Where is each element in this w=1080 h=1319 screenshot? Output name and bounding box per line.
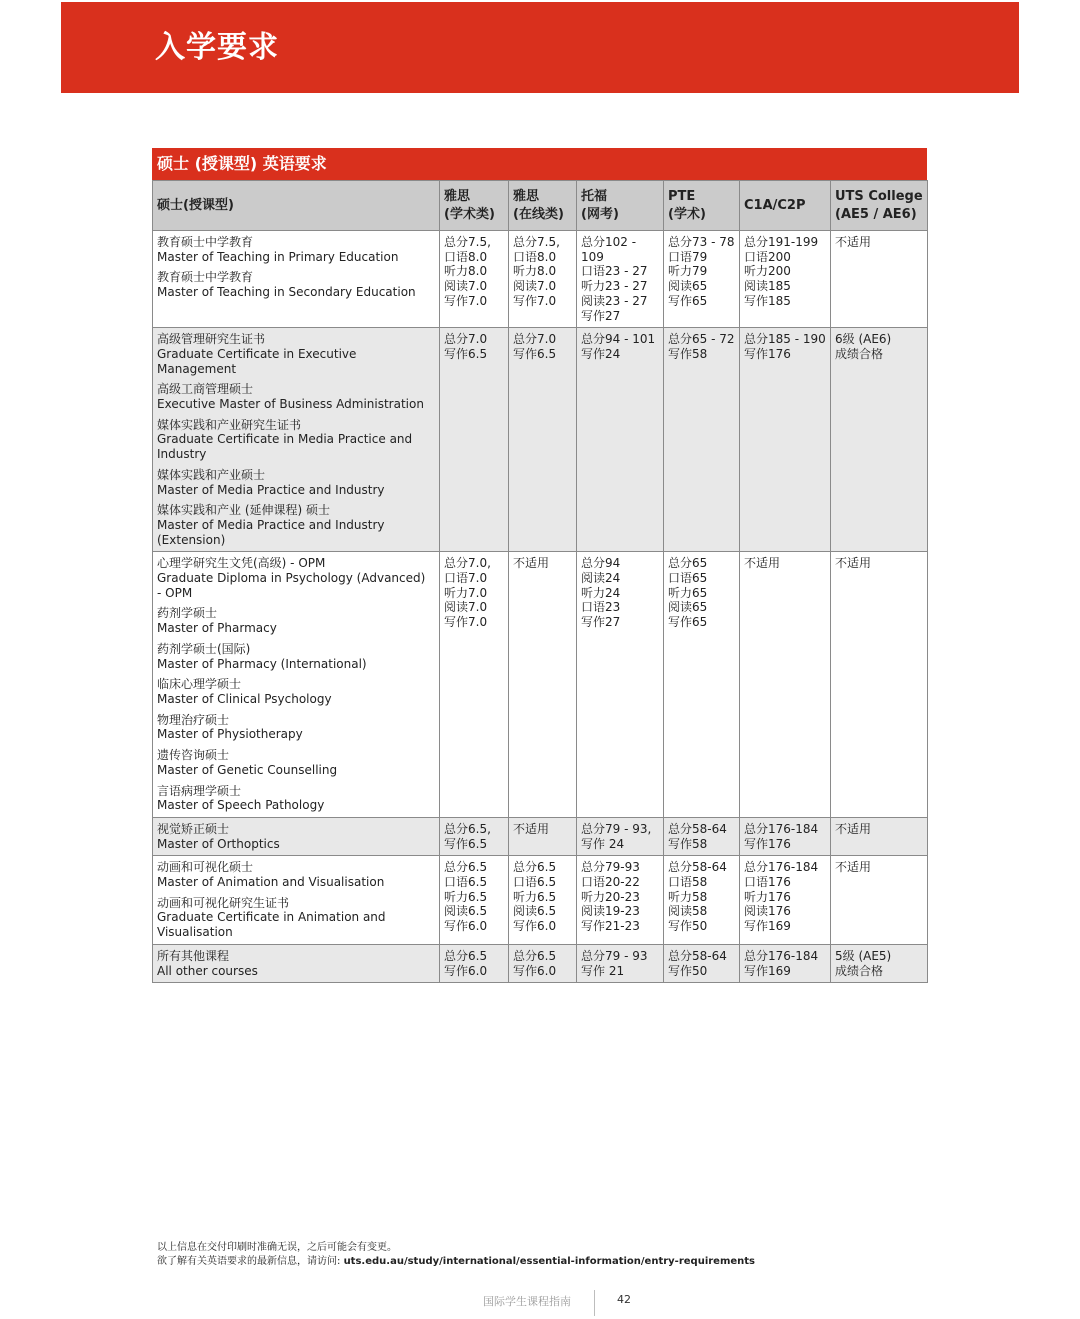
table-row: [153, 552, 928, 818]
table-header-row: [153, 181, 928, 231]
c1a-c2p-cell-line: 听力200: [744, 264, 791, 279]
uts-college-cell: [831, 856, 928, 945]
uts-college-cell-line: 不适用: [835, 860, 872, 875]
uts-college-cell-line: 5级 (AE5): [835, 948, 892, 963]
course-cell: [153, 552, 440, 818]
pte-cell-line: 写作50: [668, 919, 708, 934]
course-name-cn: 媒体实践和产业硕士: [157, 467, 266, 482]
toefl-cell-line: 写作 24: [581, 836, 625, 851]
ielts-academic-cell-line: 听力6.5: [444, 889, 488, 904]
course-item: [157, 784, 436, 813]
c1a-c2p-cell-line: 写作176: [744, 836, 791, 851]
col-header-ielts-online: [509, 181, 577, 231]
uts-college-cell: [831, 817, 928, 855]
c1a-c2p-cell-line: 阅读176: [744, 904, 791, 919]
toefl-cell-line: 总分79 - 93: [581, 948, 648, 963]
c1a-c2p-cell-line: 总分185 - 190: [744, 332, 826, 347]
c1a-c2p-cell-line: 不适用: [744, 556, 781, 571]
toefl-cell-line: 写作27: [581, 615, 621, 630]
pte-cell-line: 总分73 - 78: [668, 235, 735, 249]
col-header-ielts-academic-line: (学术类): [444, 206, 495, 222]
c1a-c2p-cell-line: 总分176-184: [744, 948, 819, 963]
pte-cell: [664, 328, 740, 552]
ielts-academic-cell-line: 阅读7.0: [444, 600, 488, 615]
pte-cell: [664, 552, 740, 818]
ielts-academic-cell-line: 总分7.0: [444, 332, 488, 347]
pte-cell: [664, 817, 740, 855]
course-name-en: [157, 250, 436, 265]
toefl-cell: [577, 328, 664, 552]
course-name-en-line: Master of Media Practice and Industry: [157, 482, 385, 497]
ielts-academic-cell-line: 写作7.0: [444, 293, 488, 308]
course-item: [157, 642, 436, 671]
table-row: [153, 231, 928, 328]
pte-cell-line: 口语65: [668, 571, 708, 586]
course-name-en: [157, 518, 436, 547]
c1a-c2p-cell-line: 阅读185: [744, 279, 791, 294]
ielts-academic-cell-line: 写作6.5: [444, 836, 488, 851]
col-header-course-line: 硕士(授课型): [157, 197, 234, 213]
course-name-en-line: Master of Pharmacy (International): [157, 656, 367, 671]
ielts-academic-cell-line: 写作7.0: [444, 615, 488, 630]
ielts-online-cell-line: 阅读7.0: [513, 279, 557, 294]
pte-cell: [664, 944, 740, 982]
c1a-c2p-cell: [740, 552, 831, 818]
course-item: [157, 949, 436, 978]
ielts-academic-cell-line: 口语7.0: [444, 571, 488, 586]
c1a-c2p-cell-line: 总分176-184: [744, 860, 819, 875]
toefl-cell-line: 总分79 - 93,: [581, 821, 652, 836]
course-item: [157, 468, 436, 497]
toefl-cell-line: 写作 21: [581, 963, 625, 978]
toefl-cell-line: 口语20-22: [581, 875, 640, 890]
course-name-en: [157, 910, 436, 939]
pte-cell: [664, 231, 740, 328]
c1a-c2p-cell: [740, 817, 831, 855]
course-name-cn: 所有其他课程: [157, 948, 230, 963]
ielts-academic-cell-line: 写作6.0: [444, 963, 488, 978]
course-name-en: [157, 657, 436, 672]
ielts-online-cell-line: 写作7.0: [513, 293, 557, 308]
pte-cell: [664, 856, 740, 945]
ielts-online-cell-line: 口语8.0: [513, 249, 557, 264]
course-name-en-line: - OPM: [157, 585, 193, 600]
ielts-online-cell-line: 阅读6.5: [513, 904, 557, 919]
toefl-cell-line: 写作27: [581, 308, 621, 323]
table-row: [153, 328, 928, 552]
c1a-c2p-cell-line: 写作185: [744, 293, 791, 308]
uts-college-cell-line: 不适用: [835, 821, 872, 836]
course-name-en-line: Visualisation: [157, 925, 233, 940]
course-name-en: [157, 571, 436, 600]
col-header-uts-college-line: (AE5 / AE6): [835, 206, 917, 222]
uts-college-cell-line: 6级 (AE6): [835, 332, 892, 347]
course-cell: [153, 817, 440, 855]
course-cell: [153, 328, 440, 552]
pte-cell-line: 总分58-64: [668, 948, 727, 963]
footnote-disclaimer: 以上信息在交付印刷时准确无误，之后可能会有变更。: [157, 1242, 397, 1253]
course-item: [157, 606, 436, 635]
pte-cell-line: 写作65: [668, 293, 708, 308]
course-name-cn: 媒体实践和产业 (延伸课程) 硕士: [157, 503, 330, 518]
ielts-online-cell: [509, 856, 577, 945]
ielts-online-cell-line: 听力8.0: [513, 264, 557, 279]
col-header-toefl: [577, 181, 664, 231]
course-item: [157, 270, 436, 299]
course-item: [157, 748, 436, 777]
course-item: [157, 713, 436, 742]
course-name-cn: 动画和可视化研究生证书: [157, 895, 290, 910]
course-name-en: [157, 964, 436, 979]
course-name-en: [157, 397, 436, 412]
course-name-cn: 媒体实践和产业研究生证书: [157, 417, 302, 432]
course-item: [157, 556, 436, 600]
course-cell: [153, 231, 440, 328]
toefl-cell: [577, 856, 664, 945]
footnote: [157, 1241, 755, 1269]
toefl-cell: [577, 552, 664, 818]
c1a-c2p-cell: [740, 328, 831, 552]
c1a-c2p-cell-line: 总分191-199: [744, 235, 819, 249]
ielts-academic-cell-line: 口语8.0: [444, 249, 488, 264]
course-name-en-line: Graduate Diploma in Psychology (Advanced): [157, 571, 426, 586]
col-header-ielts-online-line: 雅思: [513, 188, 540, 204]
course-name-en: [157, 347, 436, 376]
course-item: [157, 503, 436, 547]
c1a-c2p-cell: [740, 231, 831, 328]
table-title: 硕士 (授课型) 英语要求: [152, 148, 927, 180]
page-header-banner: [61, 2, 1019, 93]
uts-college-cell-line: 不适用: [835, 235, 872, 249]
ielts-online-cell: [509, 552, 577, 818]
course-name-cn: 临床心理学硕士: [157, 677, 242, 692]
table-row: [153, 944, 928, 982]
ielts-academic-cell-line: 总分6.5: [444, 948, 488, 963]
course-name-en-line: Master of Teaching in Primary Education: [157, 249, 399, 264]
course-item: [157, 896, 436, 940]
pte-cell-line: 阅读58: [668, 904, 708, 919]
course-name-en-line: Master of Teaching in Secondary Education: [157, 285, 416, 300]
toefl-cell-line: 阅读23 - 27: [581, 293, 648, 308]
pte-cell-line: 总分65 - 72: [668, 332, 735, 347]
ielts-online-cell-line: 口语6.5: [513, 875, 557, 890]
guide-title: 国际学生课程指南: [483, 1295, 571, 1308]
uts-college-cell: [831, 231, 928, 328]
ielts-academic-cell-line: 总分6.5: [444, 860, 488, 875]
ielts-academic-cell: [440, 944, 509, 982]
col-header-ielts-academic-line: 雅思: [444, 188, 471, 204]
toefl-cell: [577, 817, 664, 855]
ielts-online-cell-line: 不适用: [513, 556, 550, 571]
course-cell: [153, 856, 440, 945]
course-item: [157, 382, 436, 411]
col-header-uts-college: [831, 181, 928, 231]
course-name-en-line: Master of Media Practice and Industry (Extension): [157, 517, 385, 547]
page-footer: [0, 1290, 1080, 1316]
ielts-online-cell: [509, 328, 577, 552]
c1a-c2p-cell-line: 口语176: [744, 875, 791, 890]
toefl-cell-line: 写作24: [581, 346, 621, 361]
toefl-cell: [577, 944, 664, 982]
course-name-cn: 物理治疗硕士: [157, 712, 230, 727]
col-header-pte-line: (学术): [668, 206, 706, 222]
course-item: [157, 822, 436, 851]
course-name-en-line: Master of Genetic Counselling: [157, 762, 338, 777]
course-name-cn: 遗传咨询硕士: [157, 748, 230, 763]
course-name-en: [157, 432, 436, 461]
uts-college-cell-line: 不适用: [835, 556, 872, 571]
ielts-academic-cell: [440, 856, 509, 945]
ielts-academic-cell-line: 听力7.0: [444, 585, 488, 600]
course-item: [157, 860, 436, 889]
c1a-c2p-cell: [740, 944, 831, 982]
toefl-cell-line: 总分94: [581, 556, 621, 571]
toefl-cell-line: 听力24: [581, 585, 621, 600]
ielts-online-cell-line: 总分6.5: [513, 860, 557, 875]
c1a-c2p-cell-line: 总分176-184: [744, 821, 819, 836]
toefl-cell-line: 口语23 - 27: [581, 264, 648, 279]
uts-college-cell: [831, 944, 928, 982]
course-name-en-line: Master of Pharmacy: [157, 621, 277, 636]
toefl-cell-line: 听力23 - 27: [581, 279, 648, 294]
course-name-en-line: Master of Orthoptics: [157, 836, 280, 851]
col-header-ielts-online-line: (在线类): [513, 206, 564, 222]
english-requirements-table: [152, 180, 928, 983]
table-row: [153, 856, 928, 945]
toefl-cell-line: 阅读24: [581, 571, 621, 586]
ielts-academic-cell-line: 写作6.0: [444, 919, 488, 934]
page-title: 入学要求: [155, 30, 279, 65]
ielts-academic-cell-line: 总分6.5,: [444, 821, 491, 836]
course-name-en: [157, 692, 436, 707]
ielts-online-cell-line: 写作6.5: [513, 346, 557, 361]
ielts-academic-cell: [440, 552, 509, 818]
ielts-academic-cell-line: 听力8.0: [444, 264, 488, 279]
course-item: [157, 332, 436, 376]
pte-cell-line: 听力65: [668, 585, 708, 600]
ielts-academic-cell: [440, 231, 509, 328]
pte-cell-line: 口语79: [668, 249, 708, 264]
course-name-en: [157, 837, 436, 852]
ielts-online-cell-line: 听力6.5: [513, 889, 557, 904]
course-name-en: [157, 621, 436, 636]
pte-cell-line: 阅读65: [668, 600, 708, 615]
course-name-en-line: Graduate Certificate in Media Practice and Industry: [157, 432, 413, 462]
ielts-online-cell-line: 总分7.5,: [513, 235, 560, 249]
col-header-uts-college-line: UTS College: [835, 188, 923, 204]
c1a-c2p-cell-line: 口语200: [744, 249, 791, 264]
pte-cell-line: 写作58: [668, 346, 708, 361]
ielts-online-cell: [509, 944, 577, 982]
course-name-en: [157, 763, 436, 778]
c1a-c2p-cell-line: 听力176: [744, 889, 791, 904]
col-header-pte-line: PTE: [668, 188, 696, 204]
uts-college-cell: [831, 552, 928, 818]
toefl-cell-line: 总分102 - 109: [581, 235, 637, 264]
course-name-en-line: Executive Master of Business Administration: [157, 397, 424, 412]
page-number: 42: [617, 1293, 631, 1306]
toefl-cell-line: 总分94 - 101: [581, 332, 656, 347]
course-name-en: [157, 483, 436, 498]
pte-cell-line: 总分58-64: [668, 821, 727, 836]
course-name-en-line: Master of Physiotherapy: [157, 727, 303, 742]
ielts-online-cell-line: 写作6.0: [513, 919, 557, 934]
pte-cell-line: 听力58: [668, 889, 708, 904]
col-header-ielts-academic: [440, 181, 509, 231]
course-name-cn: 高级管理研究生证书: [157, 332, 266, 347]
course-name-cn: 药剂学硕士: [157, 606, 218, 621]
toefl-cell-line: 写作21-23: [581, 919, 640, 934]
pte-cell-line: 写作58: [668, 836, 708, 851]
course-name-en-line: Graduate Certificate in Executive Management: [157, 346, 357, 376]
col-header-toefl-line: (网考): [581, 206, 619, 222]
toefl-cell-line: 口语23: [581, 600, 621, 615]
pte-cell-line: 听力79: [668, 264, 708, 279]
course-name-en-line: All other courses: [157, 963, 258, 978]
c1a-c2p-cell-line: 写作169: [744, 963, 791, 978]
ielts-academic-cell-line: 阅读7.0: [444, 279, 488, 294]
footer-divider: [594, 1290, 595, 1316]
col-header-pte: [664, 181, 740, 231]
uts-college-cell: [831, 328, 928, 552]
pte-cell-line: 口语58: [668, 875, 708, 890]
footnote-visit-line: [157, 1255, 755, 1269]
col-header-toefl-line: 托福: [581, 188, 608, 204]
c1a-c2p-cell-line: 写作169: [744, 919, 791, 934]
course-name-cn: 药剂学硕士(国际): [157, 641, 251, 656]
course-name-cn: 动画和可视化硕士: [157, 860, 254, 875]
course-name-en: [157, 875, 436, 890]
pte-cell-line: 写作65: [668, 615, 708, 630]
uts-college-cell-line: 成绩合格: [835, 963, 884, 978]
course-name-cn: 心理学研究生文凭(高级) - OPM: [157, 556, 326, 571]
pte-cell-line: 写作50: [668, 963, 708, 978]
ielts-online-cell-line: 总分7.0: [513, 332, 557, 347]
ielts-academic-cell: [440, 817, 509, 855]
c1a-c2p-cell: [740, 856, 831, 945]
ielts-online-cell-line: 不适用: [513, 821, 550, 836]
ielts-online-cell: [509, 817, 577, 855]
ielts-academic-cell-line: 写作6.5: [444, 346, 488, 361]
ielts-online-cell: [509, 231, 577, 328]
pte-cell-line: 总分65: [668, 556, 708, 571]
course-name-cn: 教育硕士中学教育: [157, 270, 254, 285]
course-item: [157, 418, 436, 462]
col-header-c1a-c2p: [740, 181, 831, 231]
course-name-en-line: Graduate Certificate in Animation and: [157, 910, 386, 925]
course-name-en: [157, 285, 436, 300]
ielts-academic-cell: [440, 328, 509, 552]
course-name-en-line: Master of Speech Pathology: [157, 798, 325, 813]
requirements-link[interactable]: uts.edu.au/study/international/essential-information/entry-requirements: [343, 1256, 756, 1267]
ielts-online-cell-line: 写作6.0: [513, 963, 557, 978]
ielts-academic-cell-line: 总分7.5,: [444, 235, 491, 249]
col-header-c1a-c2p-line: C1A/C2P: [744, 197, 806, 213]
course-name-en: [157, 798, 436, 813]
toefl-cell-line: 阅读19-23: [581, 904, 640, 919]
course-name-en-line: Master of Animation and Visualisation: [157, 875, 385, 890]
uts-college-cell-line: 成绩合格: [835, 346, 884, 361]
course-name-en: [157, 727, 436, 742]
course-cell: [153, 944, 440, 982]
c1a-c2p-cell-line: 写作176: [744, 346, 791, 361]
ielts-academic-cell-line: 阅读6.5: [444, 904, 488, 919]
toefl-cell-line: 听力20-23: [581, 889, 640, 904]
pte-cell-line: 总分58-64: [668, 860, 727, 875]
ielts-academic-cell-line: 总分7.0,: [444, 556, 491, 571]
course-item: [157, 235, 436, 264]
course-name-cn: 视觉矫正硕士: [157, 821, 230, 836]
course-item: [157, 677, 436, 706]
course-name-cn: 言语病理学硕士: [157, 783, 242, 798]
ielts-online-cell-line: 总分6.5: [513, 948, 557, 963]
course-name-cn: 教育硕士中学教育: [157, 235, 254, 249]
toefl-cell: [577, 231, 664, 328]
toefl-cell-line: 总分79-93: [581, 860, 640, 875]
pte-cell-line: 阅读65: [668, 279, 708, 294]
course-name-cn: 高级工商管理硕士: [157, 382, 254, 397]
requirements-table-section: [152, 148, 927, 983]
footnote-visit-text: 欲了解有关英语要求的最新信息，请访问:: [157, 1256, 344, 1267]
table-row: [153, 817, 928, 855]
course-name-en-line: Master of Clinical Psychology: [157, 691, 332, 706]
ielts-academic-cell-line: 口语6.5: [444, 875, 488, 890]
col-header-course: [153, 181, 440, 231]
